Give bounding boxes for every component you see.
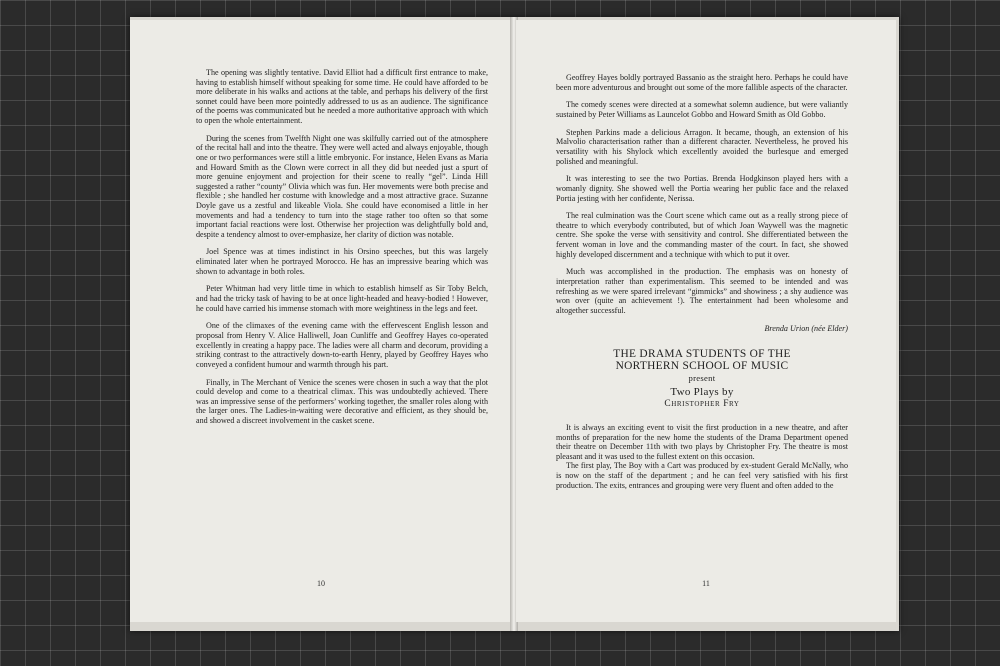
paragraph: It is always an exciting event to visit the first production in a new theatre, and after months of preparation for the new home the students of the Drama Department opened their theatre on December 11th with two plays by Christopher Fry. The theatre is most pleasant and it was used to the fullest extent on this occasion. <box>556 422 848 461</box>
paragraph: Stephen Parkins made a delicious Arragon. It became, though, an extension of his Malvolio characterisation rather than a different character. Nevertheless, he proved his versatility with his Shylock which excellently avoided the burlesque and emerged polished and meaningful. <box>556 127 848 166</box>
paragraph: The real culmination was the Court scene which came out as a really strong piece of theatre to which everybody contributed, but of which Joan Waywell was the magnetic centre. She spoke the verse with sensitivity and control. She differentiated between the fervent woman in love and the commanding master of the court. In fact, she showed highly developed discernment and a technique with which to put it over. <box>556 211 848 259</box>
page-number-right: 11 <box>702 579 710 588</box>
author-signature: Brenda Urion (née Elder) <box>764 323 848 333</box>
paragraph: The opening was slightly tentative. David Elliot had a difficult first entrance to make, having to establish himself without speaking for some time. He could have afforded to be more deliberate in his walks and actions at the table, and perhaps his delivery of the first sonnet could have been more pointedly addressed to us as an audience. The significance of the poems was communicated but he needed a more authoritative approach with which to open the whole entertainment. <box>196 68 488 125</box>
paragraph: One of the climaxes of the evening came with the effervescent English lesson and proposal from Henry V. Alice Halliwell, Joan Cunliffe and Geoffrey Hayes co-operated excellently in creating a happy pace. The ladies were all charm and decorum, providing a striking contrast to the attractively down-to-earth Henry, played by Geoffrey Hayes who conveyed a confident humour and warmth through his part. <box>196 321 488 369</box>
paragraph: Joel Spence was at times indistinct in his Orsino speeches, but this was largely eliminated later when he portrayed Morocco. He has an impressive bearing which was shown to advantage in both roles. <box>196 247 488 276</box>
paragraph: Peter Whitman had very little time in which to establish himself as Sir Toby Belch, and had the tricky task of having to be at once light-headed and heavy-bodied ! However, he could have carried his immense stomach with more weightiness in the legs and feet. <box>196 284 488 313</box>
heading-plays: Two Plays by <box>670 386 734 399</box>
paragraph: The comedy scenes were directed at a somewhat solemn audience, but were valiantly sustained by Peter Williams as Launcelot Gobbo and Howard Smith as Old Gobbo. <box>556 100 848 119</box>
section-heading-line2: NORTHERN SCHOOL OF MUSIC <box>615 359 789 372</box>
paragraph: The first play, The Boy with a Cart was produced by ex-student Gerald McNally, who is now on the staff of the department ; and he can feel very satisfied with his first production. The exits, entrances and grouping were very fluent and often added to the <box>556 461 848 490</box>
right-text-column <box>556 73 848 490</box>
page-number-left: 10 <box>317 579 325 588</box>
heading-present: present <box>688 373 716 384</box>
left-page <box>130 20 512 622</box>
section-heading-line1: THE DRAMA STUDENTS OF THE <box>613 348 791 361</box>
paragraph: Much was accomplished in the production. The emphasis was on honesty of interpretation rather than experimentalism. This seemed to be intended and was refreshing as we were spared irrelevant “gimmicks” and showiness ; a shy audience was won over (quite an achievement !). The entertainment had been wholesome and altogether successful. <box>556 267 848 315</box>
heading-author: Christopher Fry <box>664 399 740 410</box>
paragraph: Finally, in The Merchant of Venice the scenes were chosen in such a way that the plot could develop and come to a theatrical climax. This was undoubtedly achieved. There was an impressive sense of the performers’ working together, the smaller roles along with the larger ones. The Ladies-in-waiting were decorative and efficient, as they should be, and showed a discreet involvement in the casket scene. <box>196 377 488 425</box>
paragraph: During the scenes from Twelfth Night one was skilfully carried out of the atmosphere of the recital hall and into the theatre. They were well acted and always enjoyable, though one or two performances were still a little embryonic. For instance, Helen Evans as Maria and Howard Smith as the Clown were correct in all they did but needed just a spurt of more genuine enjoyment and projection for their scene to really “gel”. Linda Hill suggested a rather “county” Olivia which was fun. Her movements were both precise and flexible ; she handled her costume with knowledge and a most attractive grace. Suzanne Doyle gave us a zestful and likeable Viola. She could have economised a little in her movements and had a tendency to turn into the stage rather too often so that some important facial reactions were lost. Otherwise her projection was delightfully bold and, despite a tendency almost to over-emphasize, her clarity of diction was notable. <box>196 133 488 239</box>
paragraph: It was interesting to see the two Portias. Brenda Hodgkinson played hers with a womanly dignity. She showed well the Portia wearing her public face and the relaxed Portia jesting with her confidente, Nerissa. <box>556 174 848 203</box>
left-text-column <box>196 68 488 434</box>
paragraph: Geoffrey Hayes boldly portrayed Bassanio as the straight hero. Perhaps he could have been more adventurous and brought out some of the more fallible aspects of the character. <box>556 73 848 92</box>
open-booklet <box>130 17 899 631</box>
right-page <box>516 20 896 622</box>
